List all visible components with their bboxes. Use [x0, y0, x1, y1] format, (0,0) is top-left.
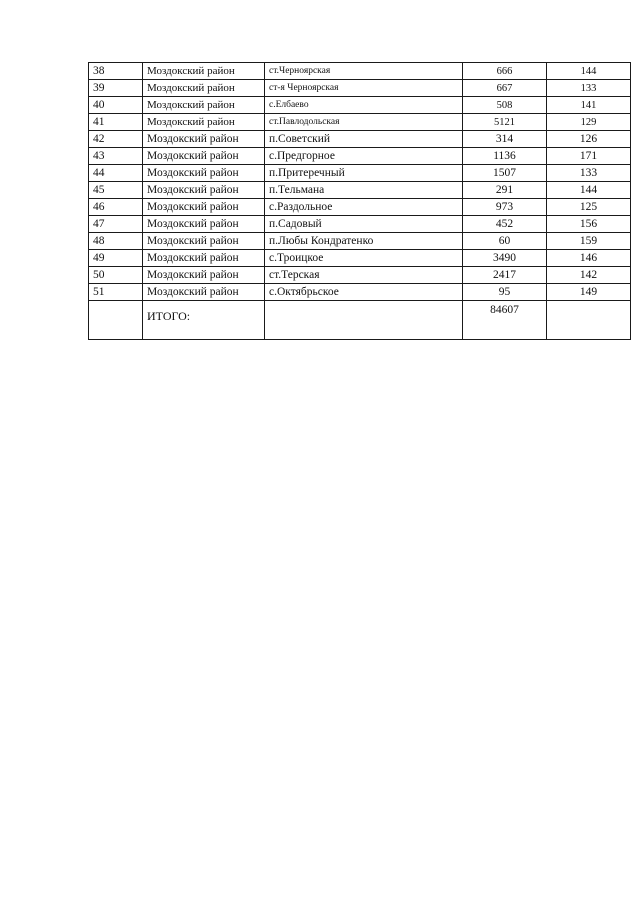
table-row: [89, 165, 631, 182]
table-row: [89, 131, 631, 148]
locality-name: с.Предгорное: [265, 148, 463, 165]
district-name: Моздокский район: [143, 97, 265, 114]
value-2: 144: [547, 182, 631, 199]
row-number: 38: [89, 63, 143, 80]
locality-name: ст.Черноярская: [265, 63, 463, 80]
value-1: 95: [463, 284, 547, 301]
row-number: 46: [89, 199, 143, 216]
district-name: Моздокский район: [143, 131, 265, 148]
value-1: 1136: [463, 148, 547, 165]
locality-name: ст.Павлодольская: [265, 114, 463, 131]
value-1: 314: [463, 131, 547, 148]
district-name: Моздокский район: [143, 233, 265, 250]
value-2: 149: [547, 284, 631, 301]
row-number: 40: [89, 97, 143, 114]
value-2: 171: [547, 148, 631, 165]
total-value: 84607: [463, 301, 547, 340]
value-1: 666: [463, 63, 547, 80]
row-number: 47: [89, 216, 143, 233]
district-name: Моздокский район: [143, 199, 265, 216]
row-number: 39: [89, 80, 143, 97]
value-2: 141: [547, 97, 631, 114]
locality-name: с.Раздольное: [265, 199, 463, 216]
total-locality-cell: [265, 301, 463, 340]
row-number: 51: [89, 284, 143, 301]
district-name: Моздокский район: [143, 165, 265, 182]
district-name: Моздокский район: [143, 267, 265, 284]
document-page: [88, 62, 630, 340]
value-2: 142: [547, 267, 631, 284]
total-label: ИТОГО:: [143, 301, 265, 340]
total-row: [89, 301, 631, 340]
table-row: [89, 233, 631, 250]
district-name: Моздокский район: [143, 284, 265, 301]
value-1: 973: [463, 199, 547, 216]
row-number: 42: [89, 131, 143, 148]
value-2: 129: [547, 114, 631, 131]
value-1: 3490: [463, 250, 547, 267]
value-2: 133: [547, 80, 631, 97]
value-2: 159: [547, 233, 631, 250]
locality-name: п.Тельмана: [265, 182, 463, 199]
row-number: 43: [89, 148, 143, 165]
value-1: 667: [463, 80, 547, 97]
row-number: 49: [89, 250, 143, 267]
table-row: [89, 80, 631, 97]
row-number: 48: [89, 233, 143, 250]
population-table: [88, 62, 631, 340]
table-row: [89, 97, 631, 114]
locality-name: ст-я Черноярская: [265, 80, 463, 97]
total-value2-cell: [547, 301, 631, 340]
locality-name: п.Советский: [265, 131, 463, 148]
value-1: 291: [463, 182, 547, 199]
locality-name: с.Елбаево: [265, 97, 463, 114]
row-number: 41: [89, 114, 143, 131]
table-body: [89, 63, 631, 340]
district-name: Моздокский район: [143, 148, 265, 165]
value-1: 508: [463, 97, 547, 114]
locality-name: ст.Терская: [265, 267, 463, 284]
row-number: 45: [89, 182, 143, 199]
value-1: 452: [463, 216, 547, 233]
locality-name: с.Октябрьское: [265, 284, 463, 301]
value-2: 126: [547, 131, 631, 148]
row-number: 44: [89, 165, 143, 182]
district-name: Моздокский район: [143, 250, 265, 267]
value-1: 5121: [463, 114, 547, 131]
total-num-cell: [89, 301, 143, 340]
value-2: 156: [547, 216, 631, 233]
table-row: [89, 182, 631, 199]
table-row: [89, 284, 631, 301]
locality-name: п.Любы Кондратенко: [265, 233, 463, 250]
table-row: [89, 250, 631, 267]
table-row: [89, 114, 631, 131]
value-1: 2417: [463, 267, 547, 284]
table-row: [89, 63, 631, 80]
value-2: 146: [547, 250, 631, 267]
table-row: [89, 199, 631, 216]
value-1: 1507: [463, 165, 547, 182]
locality-name: п.Притеречный: [265, 165, 463, 182]
row-number: 50: [89, 267, 143, 284]
locality-name: с.Троицкое: [265, 250, 463, 267]
district-name: Моздокский район: [143, 216, 265, 233]
value-1: 60: [463, 233, 547, 250]
locality-name: п.Садовый: [265, 216, 463, 233]
district-name: Моздокский район: [143, 114, 265, 131]
table-row: [89, 148, 631, 165]
district-name: Моздокский район: [143, 182, 265, 199]
value-2: 125: [547, 199, 631, 216]
value-2: 133: [547, 165, 631, 182]
value-2: 144: [547, 63, 631, 80]
table-row: [89, 216, 631, 233]
district-name: Моздокский район: [143, 63, 265, 80]
district-name: Моздокский район: [143, 80, 265, 97]
table-row: [89, 267, 631, 284]
